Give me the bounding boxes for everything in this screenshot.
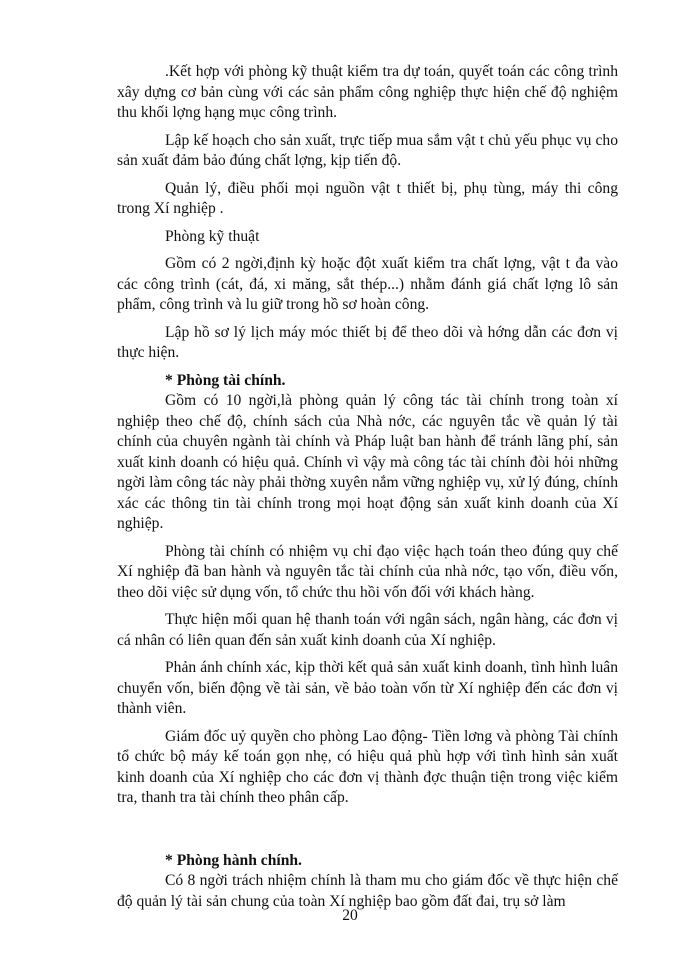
paragraph: Giám đốc uỷ quyền cho phòng Lao động- Tiền lơng và phòng Tài chính tổ chức bộ máy kế toán gọn nhẹ, có hiệu quả phù hợp với tình hình sản xuất kinh doanh của Xí nghiệp cho các đơn vị thành đợc thuận tiện trong việc kiểm tra, thanh tra tài chính theo phân cấp. — [117, 727, 618, 806]
spacer — [117, 809, 618, 851]
paragraph: Phản ánh chính xác, kịp thời kết quả sản xuất kinh doanh, tình hình luân chuyển vốn, biến động về tài sản, về bảo toàn vốn từ Xí nghiệp đến các đơn vị thành viên. — [117, 659, 618, 717]
paragraph: Lập hồ sơ lý lịch máy móc thiết bị để theo dõi và hớng dẫn các đơn vị thực hiện. — [117, 323, 618, 361]
paragraph: .Kết hợp với phòng kỹ thuật kiểm tra dự toán, quyết toán các công trình xây dựng cơ bản cùng với các sản phẩm công nghiệp thực hiện chế độ nghiệm thu khối lợng hạng mục công trình. — [117, 63, 618, 121]
paragraph: Phòng tài chính có nhiệm vụ chỉ đạo việc hạch toán theo đúng quy chế Xí nghiệp đã ban hành và nguyên tắc tài chính của nhà nớc, tạo vốn, điều vốn, theo dõi việc sử dụng vốn, tổ chức thu hồi vốn đối với khách hàng. — [117, 542, 618, 601]
paragraph: Gồm có 10 ngời,là phòng quản lý công tác tài chính trong toàn xí nghiệp theo chế độ, chính sách của Nhà nớc, các nguyên tắc về quản lý tài chính của chuyên ngành tài chính và Pháp luật ban hành để tránh lãng phí, sản xuất kinh doanh có hiệu quả. Chính vì vậy mà công tác tài chính đòi hỏi những ngời làm công tác này phải thờng xuyên nắm vững nghiệp vụ, xử lý đúng, chính xác các thông tin tài chính trong mọi hoạt động sản xuất kinh doanh của Xí nghiệp. — [117, 392, 618, 532]
paragraph: Thực hiện mối quan hệ thanh toán với ngân sách, ngân hàng, các đơn vị cá nhân có liên quan đến sản xuất kinh doanh của Xí nghiệp. — [117, 611, 618, 649]
section-heading-finance: * Phòng tài chính. — [165, 371, 286, 389]
paragraph: Lập kế hoạch cho sản xuất, trực tiếp mua sắm vật t chủ yếu phục vụ cho sản xuất đảm bảo đúng chất lợng, kịp tiến độ. — [117, 131, 618, 169]
paragraph: Có 8 ngời trách nhiệm chính là tham mu cho giám đốc về thực hiện chế độ quản lý tài sản chung của toàn Xí nghiệp bao gồm đất đai, trụ sở làm — [117, 872, 618, 910]
page-number: 20 — [342, 907, 358, 924]
paragraph: Gồm có 2 ngời,định kỳ hoặc đột xuất kiểm tra chất lợng, vật t đa vào các công trình (cát, đá, xi măng, sắt thép...) nhằm đánh giá chất lợng lô sản phẩm, công trình và lu giữ trong hồ sơ hoàn công. — [117, 255, 618, 313]
subheading-technical: Phòng kỹ thuật — [165, 227, 260, 245]
document-page — [117, 62, 618, 912]
paragraph: Quản lý, điều phối mọi nguồn vật t thiết bị, phụ tùng, máy thi công trong Xí nghiệp . — [117, 179, 618, 217]
section-heading-admin: * Phòng hành chính. — [165, 851, 302, 869]
